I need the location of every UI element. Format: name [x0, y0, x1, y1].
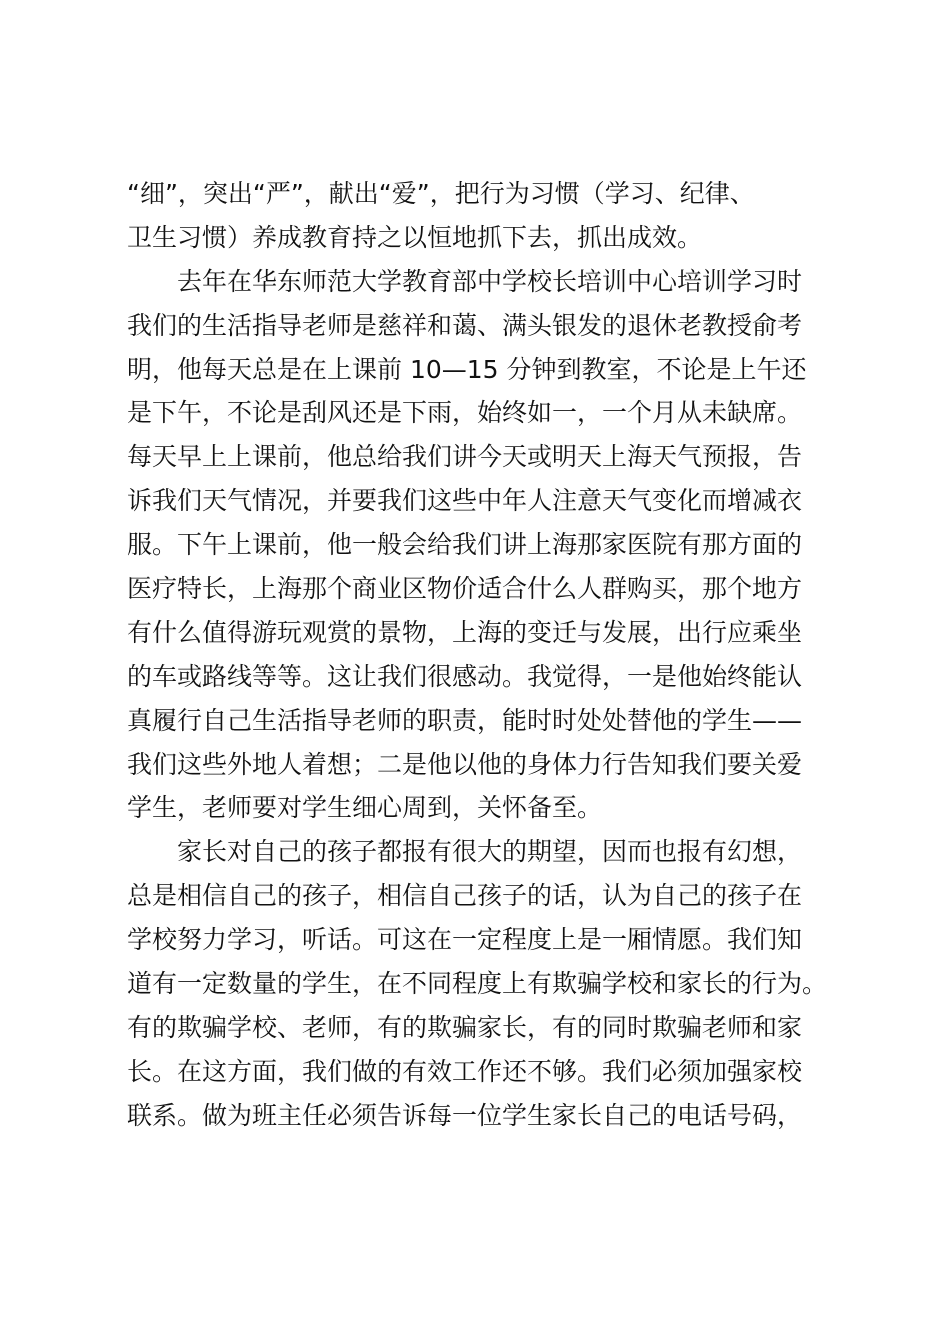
text-line: 有什么值得游玩观赏的景物，上海的变迁与发展，出行应乘坐 — [127, 617, 803, 647]
body-text — [127, 172, 847, 1138]
text-line: 服。下午上课前，他一般会给我们讲上海那家医院有那方面的 — [127, 530, 803, 560]
text-line: 医疗特长，上海那个商业区物价适合什么人群购买，那个地方 — [127, 574, 803, 604]
text-line: 卫生习惯）养成教育持之以恒地抓下去，抓出成效。 — [127, 222, 703, 252]
text-line: 有的欺骗学校、老师，有的欺骗家长，有的同时欺骗老师和家 — [127, 1012, 803, 1042]
text-line: 学生，老师要对学生细心周到，关怀备至。 — [127, 793, 603, 823]
text-line: 学校努力学习，听话。可这在一定程度上是一厢情愿。我们知 — [127, 925, 803, 955]
text-line: 的车或路线等等。这让我们很感动。我觉得，一是他始终能认 — [127, 661, 803, 691]
text-line: 去年在华东师范大学教育部中学校长培训中心培训学习时 — [127, 266, 803, 296]
text-line: 诉我们天气情况，并要我们这些中年人注意天气变化而增减衣 — [127, 486, 803, 516]
text-line: 每天早上上课前，他总给我们讲今天或明天上海天气预报，告 — [127, 442, 803, 472]
text-line: 我们的生活指导老师是慈祥和蔼、满头银发的退休老教授俞考 — [127, 310, 803, 340]
text-line: 家长对自己的孩子都报有很大的期望，因而也报有幻想， — [127, 837, 803, 867]
text-line: 总是相信自己的孩子，相信自己孩子的话，认为自己的孩子在 — [127, 881, 803, 911]
text-line: 联系。做为班主任必须告诉每一位学生家长自己的电话号码， — [127, 1100, 803, 1130]
text-line: 是下午，不论是刮风还是下雨，始终如一，一个月从未缺席。 — [127, 398, 803, 428]
text-line: 道有一定数量的学生，在不同程度上有欺骗学校和家长的行为。 — [127, 969, 828, 999]
text-line: 真履行自己生活指导老师的职责，能时时处处替他的学生—— — [127, 705, 803, 735]
text-line: 明，他每天总是在上课前 10—15 分钟到教室，不论是上午还 — [127, 354, 807, 384]
text-line: 长。在这方面，我们做的有效工作还不够。我们必须加强家校 — [127, 1056, 803, 1086]
text-line: “细”，突出“严”，献出“爱”，把行为习惯（学习、纪律、 — [127, 179, 755, 208]
text-line: 我们这些外地人着想；二是他以他的身体力行告知我们要关爱 — [127, 749, 803, 779]
